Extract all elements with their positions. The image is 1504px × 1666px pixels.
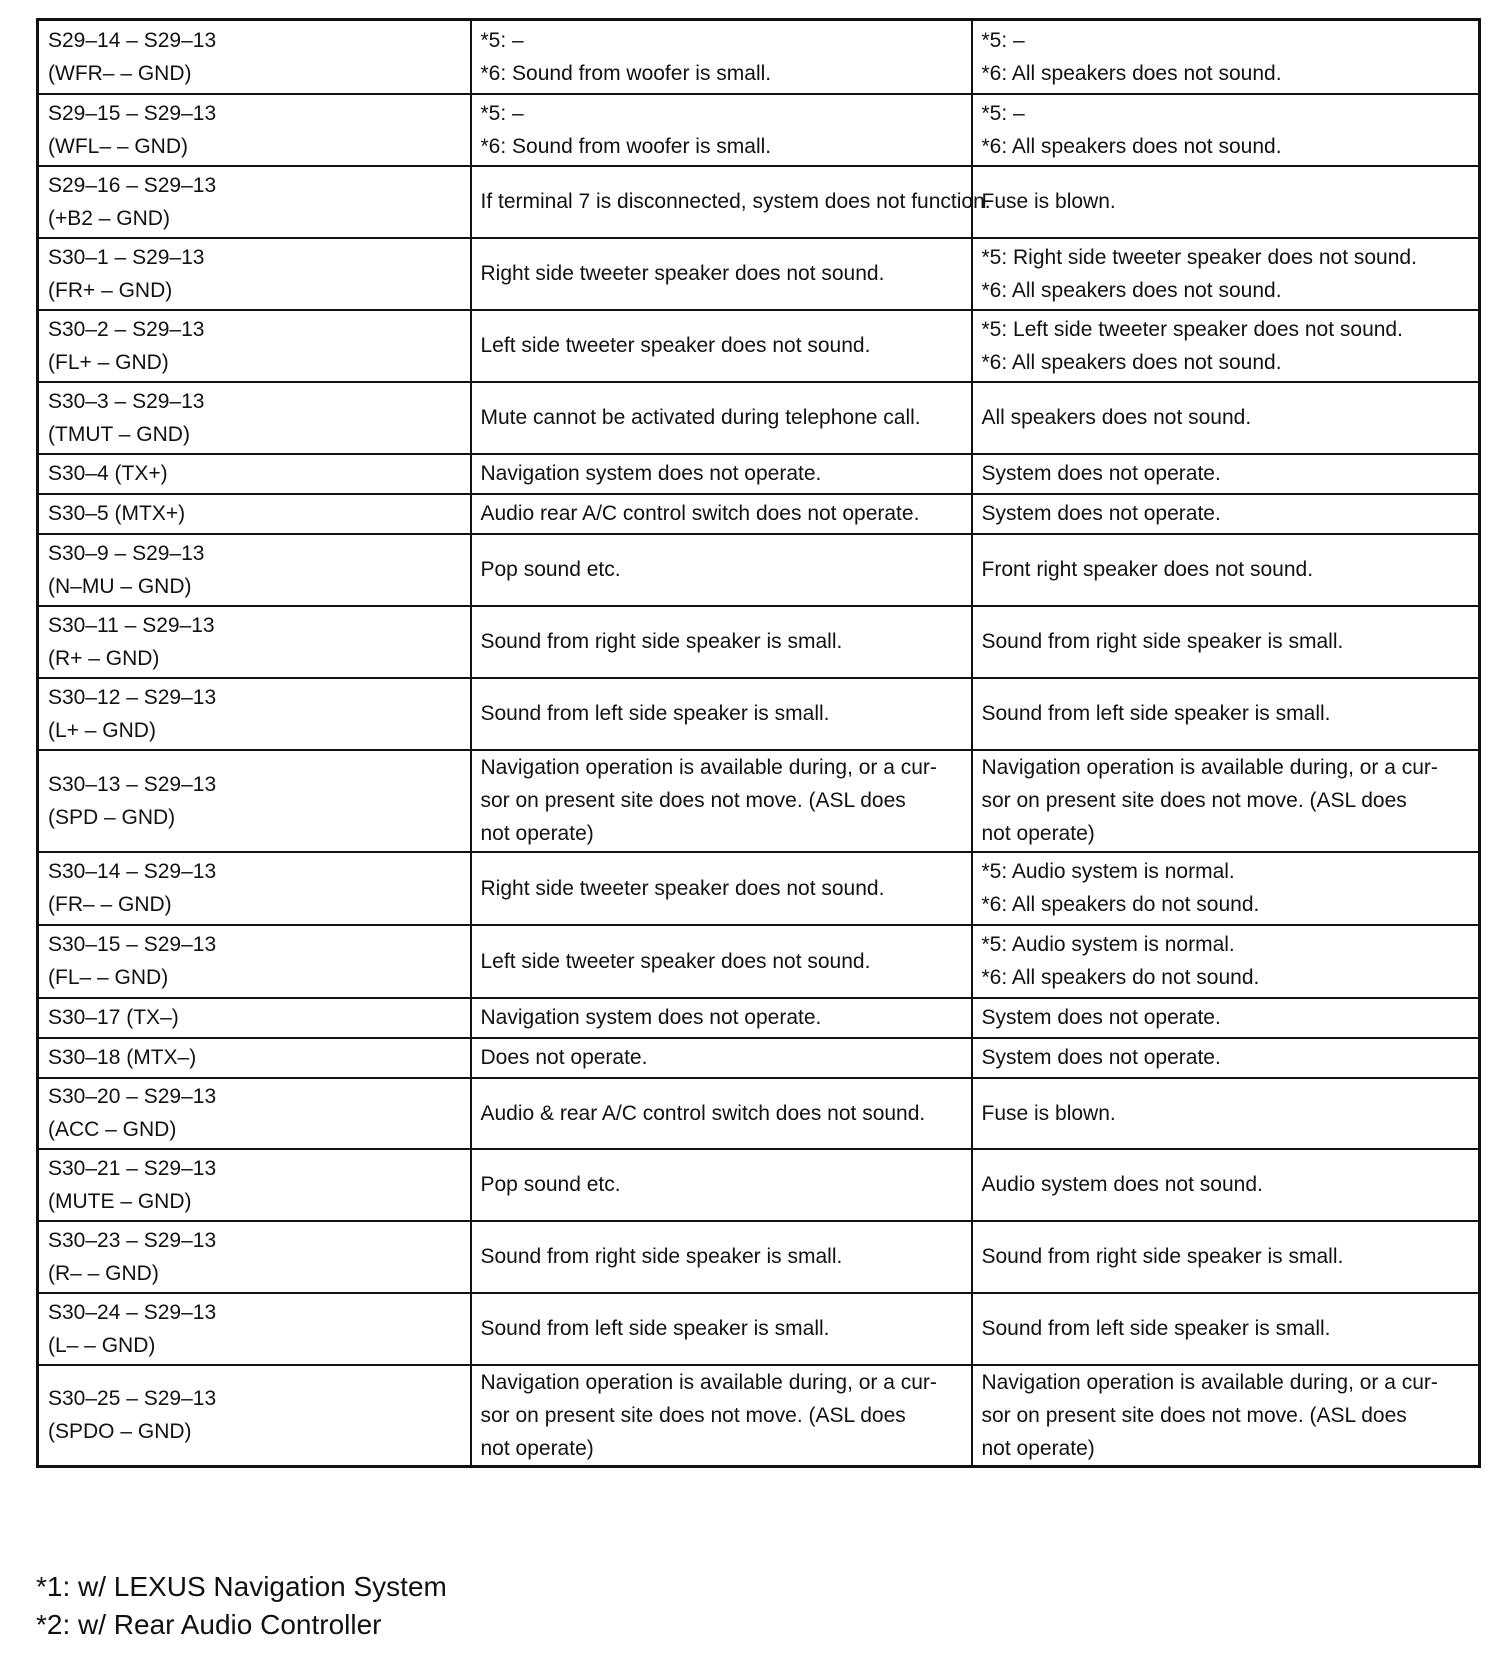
cell-text-line: S30–25 – S29–13 — [48, 1387, 217, 1411]
cell-text-line: Sound from left side speaker is small. — [981, 1317, 1331, 1340]
symptom-alt-cell — [972, 925, 1480, 998]
cell-text-line: Front right speaker does not sound. — [981, 558, 1314, 581]
symptom-cell — [471, 454, 972, 494]
cell-text-line: System does not operate. — [981, 502, 1221, 525]
terminal-cell — [38, 852, 471, 925]
cell-text-line: Audio & rear A/C control switch does not sound. — [480, 1101, 926, 1125]
symptom-cell — [471, 852, 972, 925]
symptom-cell — [471, 678, 972, 750]
table-row — [38, 534, 1480, 606]
terminal-cell — [38, 925, 471, 998]
cell-text-line: sor on present site does not move. (ASL does — [981, 1403, 1407, 1427]
cell-text-line: (+B2 – GND) — [48, 206, 170, 230]
cell-text-line: *6: All speakers does not sound. — [981, 134, 1282, 158]
table-row — [38, 1078, 1480, 1149]
table-row — [38, 166, 1480, 238]
cell-text-line: S30–24 – S29–13 — [48, 1300, 217, 1324]
terminal-cell — [38, 534, 471, 606]
cell-text-line: Navigation operation is available during, or a cur- — [981, 756, 1438, 779]
cell-text-line: *5: Right side tweeter speaker does not sound. — [981, 245, 1417, 269]
cell-text-line: S30–11 – S29–13 — [48, 613, 215, 637]
cell-text-line: *6: Sound from woofer is small. — [480, 134, 772, 158]
symptom-alt-cell — [972, 606, 1480, 678]
cell-text-line: (MUTE – GND) — [48, 1189, 192, 1213]
terminal-cell — [38, 20, 471, 94]
symptom-alt-cell — [972, 382, 1480, 454]
cell-text-line: S30–13 – S29–13 — [48, 772, 217, 796]
terminal-cell — [38, 1078, 471, 1149]
cell-text-line: (L+ – GND) — [48, 718, 156, 742]
cell-text-line: System does not operate. — [981, 1006, 1221, 1029]
symptom-cell — [471, 382, 972, 454]
symptom-cell — [471, 494, 972, 534]
table-row — [38, 678, 1480, 750]
cell-text-line: *5: – — [480, 28, 524, 52]
cell-text-line: S30–15 – S29–13 — [48, 933, 217, 956]
cell-text-line: not operate) — [480, 1436, 594, 1460]
cell-text-line: Sound from left side speaker is small. — [480, 702, 830, 725]
table-row — [38, 238, 1480, 310]
terminal-cell — [38, 606, 471, 678]
cell-text-line: S30–3 – S29–13 — [48, 389, 205, 413]
table-row — [38, 494, 1480, 534]
cell-text-line: System does not operate. — [981, 462, 1221, 485]
cell-text-line: S30–20 – S29–13 — [48, 1085, 217, 1108]
cell-text-line: Sound from left side speaker is small. — [480, 1317, 830, 1340]
symptom-cell — [471, 925, 972, 998]
table-row — [38, 20, 1480, 94]
terminal-cell — [38, 998, 471, 1038]
symptom-cell — [471, 238, 972, 310]
symptom-cell — [471, 1293, 972, 1365]
table-row — [38, 382, 1480, 454]
cell-text-line: S30–23 – S29–13 — [48, 1228, 217, 1252]
cell-text-line: Sound from right side speaker is small. — [981, 630, 1344, 653]
cell-text-line: S30–14 – S29–13 — [48, 860, 217, 883]
document-sheet — [36, 18, 1478, 1468]
cell-text-line: not operate) — [981, 822, 1095, 845]
cell-text-line: Sound from left side speaker is small. — [981, 702, 1331, 725]
terminal-cell — [38, 310, 471, 382]
cell-text-line: *6: All speakers does not sound. — [981, 350, 1282, 374]
cell-text-line: Right side tweeter speaker does not sound. — [480, 876, 885, 900]
cell-text-line: not operate) — [480, 822, 594, 845]
terminal-cell — [38, 1293, 471, 1365]
symptom-cell — [471, 1038, 972, 1078]
symptom-cell — [471, 1078, 972, 1149]
cell-text-line: Pop sound etc. — [480, 558, 621, 581]
cell-text-line: Navigation system does not operate. — [480, 462, 822, 485]
cell-text-line: S30–21 – S29–13 — [48, 1156, 217, 1180]
cell-text-line: (R– – GND) — [48, 1261, 159, 1285]
table-body — [38, 20, 1480, 1467]
symptom-alt-cell — [972, 998, 1480, 1038]
cell-text-line: *5: Left side tweeter speaker does not sound. — [981, 317, 1403, 341]
cell-text-line: not operate) — [981, 1436, 1095, 1460]
cell-text-line: S30–12 – S29–13 — [48, 685, 217, 709]
cell-text-line: Pop sound etc. — [480, 1173, 621, 1196]
symptom-cell — [471, 166, 991, 238]
symptom-alt-cell — [972, 454, 1480, 494]
table-row — [38, 606, 1480, 678]
cell-text-line: Audio system does not sound. — [981, 1173, 1263, 1196]
cell-text-line: *5: – — [480, 101, 524, 125]
cell-text-line: sor on present site does not move. (ASL does — [981, 789, 1407, 812]
symptom-alt-cell — [972, 852, 1480, 925]
cell-text-line: S30–4 (TX+) — [48, 462, 168, 485]
cell-text-line: All speakers does not sound. — [981, 406, 1252, 429]
terminal-cell — [38, 1038, 471, 1078]
symptom-cell — [471, 1149, 972, 1221]
symptom-alt-cell — [972, 238, 1480, 310]
cell-text-line: *5: Audio system is normal. — [981, 860, 1235, 883]
symptom-alt-cell — [972, 310, 1480, 382]
terminal-cell — [38, 1221, 471, 1293]
cell-text-line: sor on present site does not move. (ASL does — [480, 789, 906, 812]
table-row — [38, 1038, 1480, 1078]
symptom-alt-cell — [972, 1149, 1480, 1221]
cell-text-line: *5: Audio system is normal. — [981, 933, 1235, 956]
footnotes — [36, 1568, 447, 1644]
cell-text-line: (N–MU – GND) — [48, 574, 192, 598]
cell-text-line: *5: – — [981, 28, 1025, 52]
cell-text-line: (SPDO – GND) — [48, 1420, 192, 1444]
cell-text-line: Does not operate. — [480, 1046, 648, 1069]
symptom-alt-cell — [972, 1078, 1480, 1149]
cell-text-line: (FL+ – GND) — [48, 350, 169, 374]
cell-text-line: Left side tweeter speaker does not sound. — [480, 949, 871, 973]
cell-text-line: sor on present site does not move. (ASL does — [480, 1403, 906, 1427]
cell-text-line: S30–2 – S29–13 — [48, 317, 205, 341]
terminal-cell — [38, 678, 471, 750]
symptom-cell — [471, 750, 972, 852]
table-row — [38, 925, 1480, 998]
terminal-cell — [38, 750, 471, 852]
symptom-alt-cell — [972, 534, 1480, 606]
cell-text-line: Sound from right side speaker is small. — [480, 630, 843, 653]
table-row — [38, 1149, 1480, 1221]
cell-text-line: *6: All speakers does not sound. — [981, 61, 1282, 85]
symptom-cell — [471, 1365, 972, 1467]
cell-text-line: Navigation operation is available during, or a cur- — [981, 1370, 1438, 1394]
table-row — [38, 1293, 1480, 1365]
symptom-alt-cell — [972, 1038, 1480, 1078]
symptom-cell — [471, 998, 972, 1038]
cell-text-line: If terminal 7 is disconnected, system does not function. — [480, 190, 991, 213]
footnote-1: *1: w/ LEXUS Navigation System — [36, 1571, 447, 1602]
cell-text-line: (ACC – GND) — [48, 1118, 177, 1141]
cell-text-line: (FR+ – GND) — [48, 278, 173, 302]
terminal-cell — [38, 166, 471, 238]
cell-text-line: (R+ – GND) — [48, 646, 160, 670]
cell-text-line: Sound from right side speaker is small. — [981, 1245, 1344, 1268]
cell-text-line: Right side tweeter speaker does not sound. — [480, 262, 885, 285]
table-row — [38, 998, 1480, 1038]
symptom-alt-cell — [972, 494, 1480, 534]
cell-text-line: (L– – GND) — [48, 1333, 156, 1357]
table-row — [38, 750, 1480, 852]
cell-text-line: Audio rear A/C control switch does not operate. — [480, 502, 920, 525]
table-row — [38, 1365, 1480, 1467]
symptom-cell — [471, 20, 972, 94]
cell-text-line: System does not operate. — [981, 1046, 1221, 1069]
cell-text-line: Navigation system does not operate. — [480, 1006, 822, 1029]
cell-text-line: S30–18 (MTX–) — [48, 1046, 197, 1069]
cell-text-line: Navigation operation is available during, or a cur- — [480, 756, 937, 779]
cell-text-line: (WFR– – GND) — [48, 61, 192, 85]
cell-text-line: Navigation operation is available during, or a cur- — [480, 1370, 937, 1394]
table-row — [38, 454, 1480, 494]
table-row — [38, 310, 1480, 382]
cell-text-line: S30–1 – S29–13 — [48, 245, 205, 269]
symptom-alt-cell — [972, 1365, 1480, 1467]
symptom-alt-cell — [972, 1293, 1480, 1365]
cell-text-line: S30–5 (MTX+) — [48, 502, 186, 525]
cell-text-line: (WFL– – GND) — [48, 134, 189, 158]
cell-text-line: (TMUT – GND) — [48, 422, 190, 446]
cell-text-line: *5: – — [981, 101, 1025, 125]
table-row — [38, 1221, 1480, 1293]
cell-text-line: S29–15 – S29–13 — [48, 101, 217, 125]
symptom-alt-cell — [972, 94, 1480, 166]
cell-text-line: Left side tweeter speaker does not sound. — [480, 334, 871, 357]
cell-text-line: *6: Sound from woofer is small. — [480, 61, 772, 85]
cell-text-line: (SPD – GND) — [48, 805, 176, 829]
symptom-alt-cell — [972, 1221, 1480, 1293]
symptom-cell — [471, 1221, 972, 1293]
cell-text-line: S30–9 – S29–13 — [48, 541, 205, 565]
table-row — [38, 94, 1480, 166]
cell-text-line: (FL– – GND) — [48, 966, 169, 989]
cell-text-line: S29–16 – S29–13 — [48, 173, 217, 197]
cell-text-line: *6: All speakers do not sound. — [981, 966, 1260, 989]
terminal-cell — [38, 94, 471, 166]
terminal-cell — [38, 494, 471, 534]
symptom-alt-cell — [972, 678, 1480, 750]
symptom-alt-cell — [972, 750, 1480, 852]
terminal-cell — [38, 454, 471, 494]
symptom-alt-cell — [972, 166, 1480, 238]
cell-text-line: *6: All speakers does not sound. — [981, 278, 1282, 302]
symptom-cell — [471, 310, 972, 382]
symptom-cell — [471, 606, 972, 678]
terminal-cell — [38, 382, 471, 454]
terminal-cell — [38, 1365, 471, 1467]
cell-text-line: *6: All speakers do not sound. — [981, 893, 1260, 916]
table-row — [38, 852, 1480, 925]
cell-text-line: S29–14 – S29–13 — [48, 28, 217, 52]
terminal-cell — [38, 238, 471, 310]
terminal-cell — [38, 1149, 471, 1221]
terminal-inspection-table — [36, 18, 1481, 1468]
cell-text-line: Fuse is blown. — [981, 190, 1116, 213]
cell-text-line: Mute cannot be activated during telephone call. — [480, 406, 921, 429]
symptom-cell — [471, 94, 972, 166]
cell-text-line: Sound from right side speaker is small. — [480, 1245, 843, 1268]
cell-text-line: Fuse is blown. — [981, 1101, 1116, 1125]
cell-text-line: (FR– – GND) — [48, 893, 172, 916]
cell-text-line: S30–17 (TX–) — [48, 1006, 179, 1029]
symptom-cell — [471, 534, 972, 606]
footnote-2: *2: w/ Rear Audio Controller — [36, 1609, 382, 1640]
symptom-alt-cell — [972, 20, 1480, 94]
